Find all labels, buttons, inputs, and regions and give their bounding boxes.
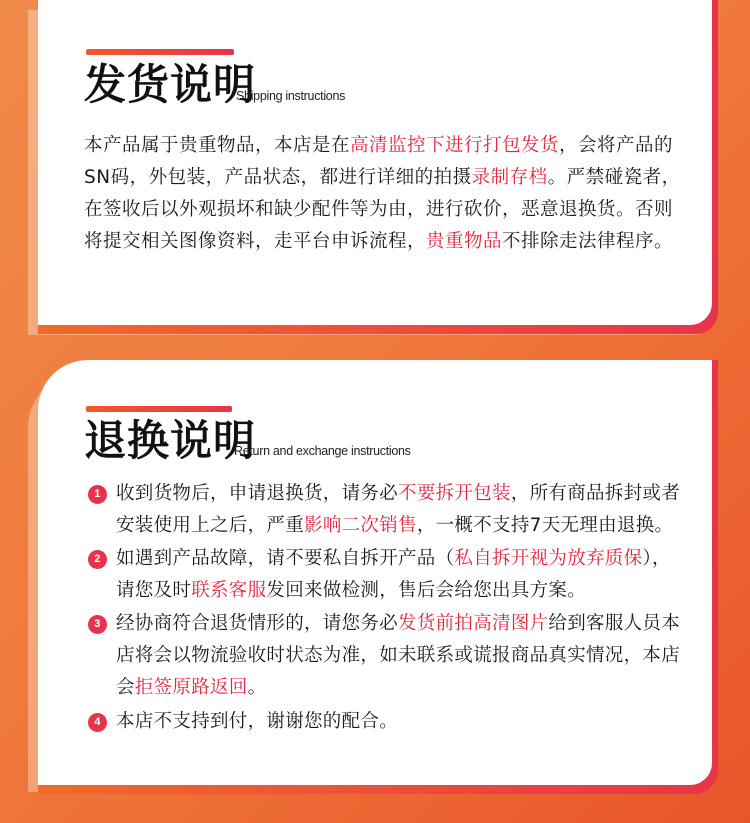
- highlighted-text: 影响二次销售: [304, 515, 417, 536]
- shipping-paragraph: [84, 130, 684, 258]
- text-segment: ，一概不支持7天无理由退换。: [416, 515, 674, 536]
- text-segment: 发回来做检测，售后会给您出具方案。: [266, 580, 587, 601]
- number-badge: 1: [88, 485, 107, 504]
- text-segment: 。: [247, 677, 267, 698]
- number-badge: 4: [88, 713, 107, 732]
- number-badge: 3: [88, 615, 107, 634]
- number-badge: 2: [88, 550, 107, 569]
- highlighted-text: 发货前拍高清图片: [398, 613, 549, 634]
- text-segment: 收到货物后，申请退换货，请务必: [116, 483, 399, 504]
- text-segment: 如遇到产品故障，请不要私自拆开产品（: [116, 548, 455, 569]
- return-item-1: [88, 478, 688, 542]
- return-item-2: [88, 543, 688, 607]
- text-segment: ），请您及时: [116, 548, 671, 601]
- return-item-3: [88, 608, 688, 704]
- text-segment: 不排除走法律程序。: [502, 231, 674, 252]
- return-item-text: [116, 706, 688, 738]
- shipping-title-bar: [86, 49, 234, 55]
- text-segment: 本店不支持到付，谢谢您的配合。: [116, 711, 399, 732]
- return-item-text: [116, 608, 688, 704]
- highlighted-text: 联系客服: [191, 580, 267, 601]
- return-item-4: [88, 706, 688, 738]
- text-segment: ，所有商品拆封或者安装使用上之后，严重: [116, 483, 681, 536]
- shipping-title: 发货说明: [84, 60, 257, 109]
- highlighted-text: 高清监控下进行打包发货: [350, 135, 560, 156]
- shipping-subtitle: Shipping instructions: [236, 89, 346, 103]
- highlighted-text: 录制存档: [471, 167, 548, 188]
- highlighted-text: 贵重物品: [426, 231, 503, 252]
- returns-title-bar: [86, 406, 232, 412]
- text-segment: 。严禁碰瓷者，在签收后以外观损坏和缺少配件等为由，进行砍价，恶意退换货。否则将提交相关图像资料，走平台申诉流程，: [84, 167, 681, 252]
- returns-subtitle: Return and exchange instructions: [234, 444, 411, 458]
- text-segment: 给到客服人员本店将会以物流验收时状态为准，如未联系或谎报商品真实情况，本店会: [116, 613, 681, 698]
- text-segment: 本产品属于贵重物品，本店是在: [84, 135, 351, 156]
- highlighted-text: 拒签原路返回: [134, 677, 248, 698]
- highlighted-text: 不要拆开包装: [398, 483, 511, 504]
- text-segment: 经协商符合退货情形的，请您务必: [116, 613, 399, 634]
- return-item-text: [116, 543, 688, 607]
- returns-title: 退换说明: [84, 416, 257, 465]
- return-item-text: [116, 478, 688, 542]
- highlighted-text: 私自拆开视为放弃质保: [454, 548, 643, 569]
- text-segment: ，会将产品的SN码，外包装，产品状态，都进行详细的拍摄: [84, 135, 674, 188]
